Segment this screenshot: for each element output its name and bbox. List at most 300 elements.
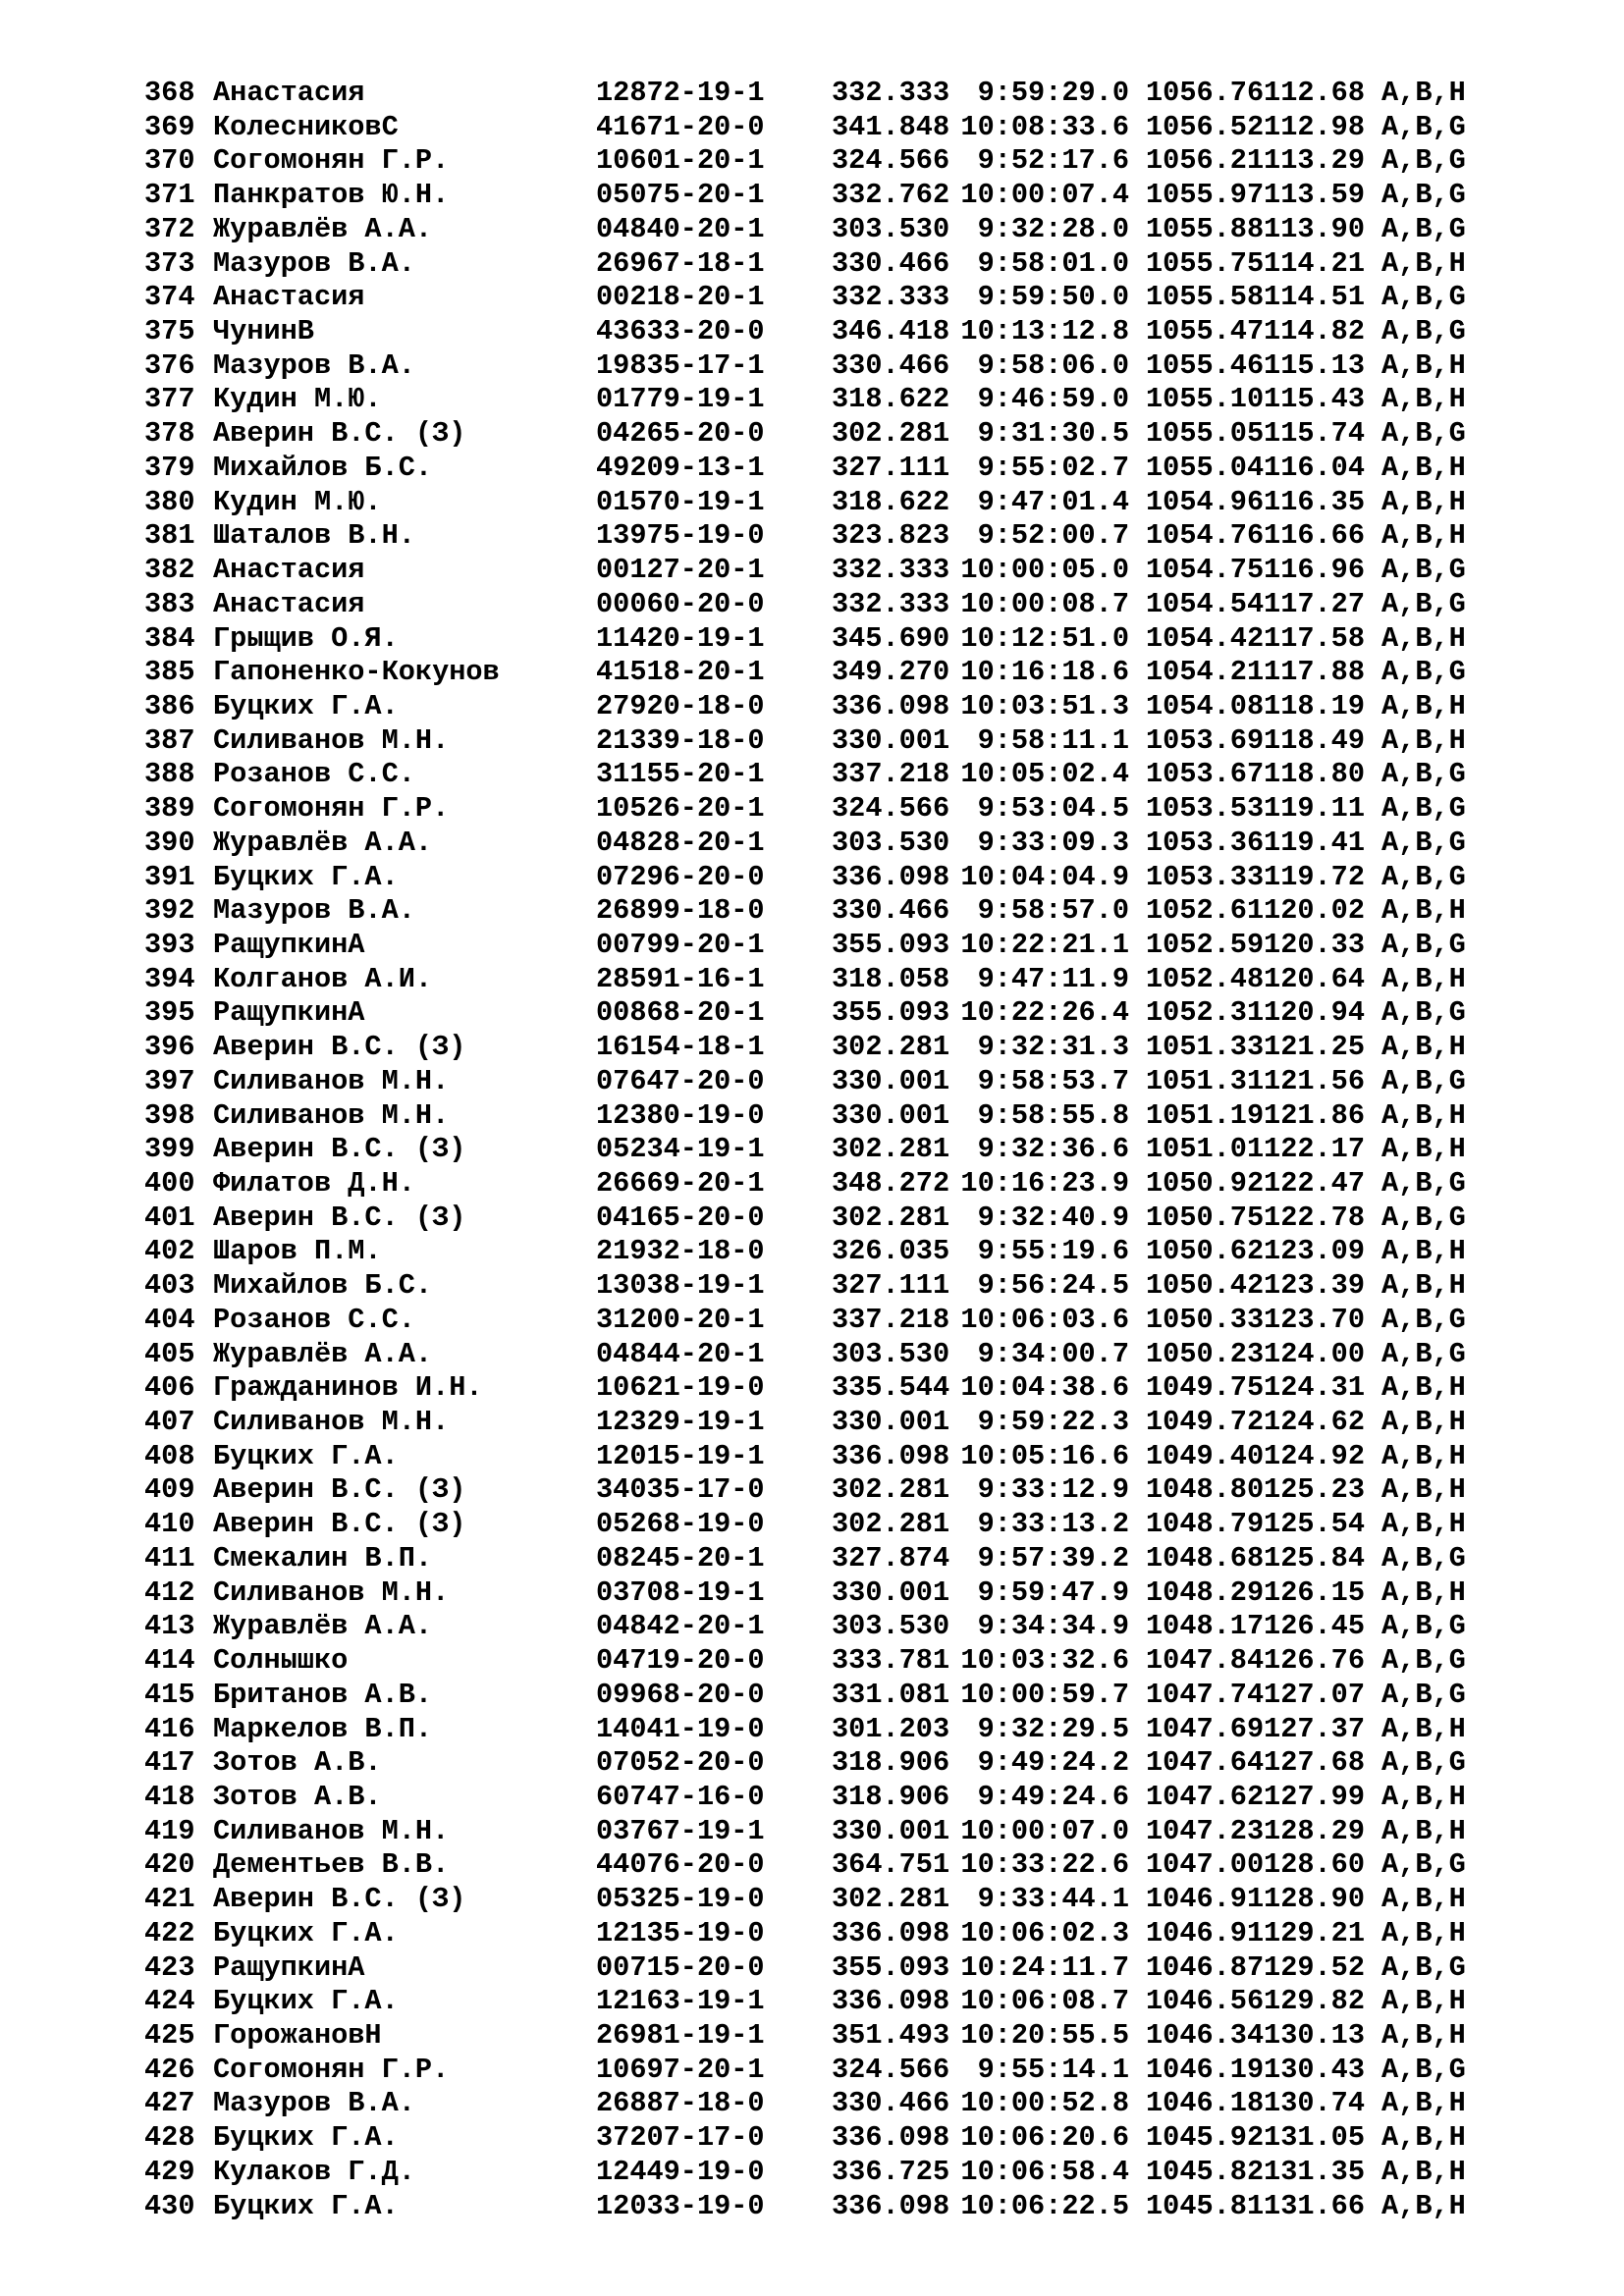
fancier-name: Гражданинов И.Н. [213, 1371, 483, 1405]
speed: 1054.76 [1146, 519, 1265, 553]
category: A,B,G [1381, 1950, 1466, 1984]
arrival-time: 10:24:11.7 [960, 1950, 1129, 1984]
fancier-name: Анастасия [213, 554, 365, 587]
table-row [144, 77, 1470, 111]
ring-number: 05075-20-1 [596, 179, 765, 212]
row-number: 398 [144, 1098, 195, 1132]
category: A,B,H [1381, 451, 1466, 484]
distance: 302.281 [832, 417, 950, 451]
ring-number: 21932-18-0 [596, 1235, 765, 1268]
fancier-name: Шаров П.М. [213, 1235, 382, 1268]
distance: 330.001 [832, 1406, 950, 1439]
score: 125.23 [1264, 1473, 1365, 1507]
distance: 345.690 [832, 621, 950, 655]
row-number: 392 [144, 894, 195, 928]
speed: 1047.74 [1146, 1678, 1265, 1711]
arrival-time: 10:06:08.7 [960, 1985, 1129, 2018]
speed: 1055.46 [1146, 348, 1265, 382]
score: 117.88 [1264, 656, 1365, 689]
score: 123.39 [1264, 1269, 1365, 1303]
category: A,B,G [1381, 1644, 1466, 1678]
arrival-time: 10:20:55.5 [960, 2018, 1129, 2052]
distance: 324.566 [832, 2053, 950, 2086]
category: A,B,G [1381, 1848, 1466, 1882]
category: A,B,H [1381, 1031, 1466, 1064]
row-number: 376 [144, 348, 195, 382]
distance: 318.622 [832, 383, 950, 416]
table-row [144, 247, 1470, 282]
speed: 1054.54 [1146, 587, 1265, 620]
speed: 1045.92 [1146, 2121, 1265, 2155]
ring-number: 14041-19-0 [596, 1712, 765, 1745]
ring-number: 31155-20-1 [596, 758, 765, 791]
score: 114.21 [1264, 246, 1365, 280]
speed: 1046.91 [1146, 1883, 1265, 1916]
fancier-name: Журавлёв А.А. [213, 1337, 433, 1370]
row-number: 420 [144, 1848, 195, 1882]
ring-number: 01779-19-1 [596, 383, 765, 416]
arrival-time: 9:32:36.6 [977, 1133, 1129, 1166]
speed: 1055.58 [1146, 281, 1265, 314]
speed: 1047.00 [1146, 1848, 1265, 1882]
distance: 303.530 [832, 1610, 950, 1643]
arrival-time: 10:16:23.9 [960, 1167, 1129, 1200]
score: 128.29 [1264, 1814, 1365, 1847]
distance: 355.093 [832, 1950, 950, 1984]
fancier-name: Аверин В.С. (З) [213, 1133, 466, 1166]
speed: 1048.79 [1146, 1508, 1265, 1541]
arrival-time: 10:06:02.3 [960, 1916, 1129, 1949]
score: 124.62 [1264, 1406, 1365, 1439]
arrival-time: 10:04:38.6 [960, 1371, 1129, 1405]
speed: 1053.36 [1146, 826, 1265, 859]
table-row [144, 383, 1470, 417]
speed: 1047.69 [1146, 1712, 1265, 1745]
arrival-time: 10:03:51.3 [960, 689, 1129, 722]
score: 130.13 [1264, 2018, 1365, 2052]
row-number: 410 [144, 1508, 195, 1541]
distance: 336.725 [832, 2155, 950, 2188]
fancier-name: Анастасия [213, 77, 365, 109]
table-row [144, 1065, 1470, 1099]
score: 113.59 [1264, 179, 1365, 212]
table-row [144, 1610, 1470, 1644]
category: A,B,H [1381, 894, 1466, 928]
arrival-time: 9:59:22.3 [977, 1406, 1129, 1439]
score: 116.35 [1264, 485, 1365, 518]
arrival-time: 10:12:51.0 [960, 621, 1129, 655]
score: 118.49 [1264, 723, 1365, 757]
table-row [144, 281, 1470, 315]
distance: 326.035 [832, 1235, 950, 1268]
ring-number: 00868-20-1 [596, 996, 765, 1030]
fancier-name: Мазуров В.А. [213, 894, 415, 928]
score: 112.68 [1264, 77, 1365, 109]
fancier-name: ЧунинВ [213, 315, 314, 348]
category: A,B,G [1381, 1303, 1466, 1336]
fancier-name: Аверин В.С. (З) [213, 417, 466, 451]
distance: 330.001 [832, 1098, 950, 1132]
category: A,B,H [1381, 1508, 1466, 1541]
category: A,B,G [1381, 417, 1466, 451]
category: A,B,G [1381, 212, 1466, 245]
category: A,B,H [1381, 1916, 1466, 1949]
speed: 1053.53 [1146, 792, 1265, 826]
distance: 318.906 [832, 1746, 950, 1780]
ring-number: 12033-19-0 [596, 2189, 765, 2222]
distance: 336.098 [832, 1985, 950, 2018]
distance: 355.093 [832, 928, 950, 961]
category: A,B,H [1381, 2189, 1466, 2222]
distance: 303.530 [832, 212, 950, 245]
category: A,B,H [1381, 1883, 1466, 1916]
speed: 1046.34 [1146, 2018, 1265, 2052]
ring-number: 09968-20-0 [596, 1678, 765, 1711]
score: 126.15 [1264, 1575, 1365, 1609]
table-row [144, 622, 1470, 657]
row-number: 418 [144, 1780, 195, 1813]
row-number: 375 [144, 315, 195, 348]
category: A,B,G [1381, 1541, 1466, 1575]
category: A,B,H [1381, 1406, 1466, 1439]
row-number: 426 [144, 2053, 195, 2086]
row-number: 409 [144, 1473, 195, 1507]
score: 124.31 [1264, 1371, 1365, 1405]
score: 127.37 [1264, 1712, 1365, 1745]
score: 121.56 [1264, 1064, 1365, 1097]
speed: 1054.08 [1146, 689, 1265, 722]
arrival-time: 9:49:24.2 [977, 1746, 1129, 1780]
category: A,B,H [1381, 1712, 1466, 1745]
row-number: 379 [144, 451, 195, 484]
ring-number: 10601-20-1 [596, 144, 765, 178]
fancier-name: Кудин М.Ю. [213, 485, 382, 518]
score: 115.13 [1264, 348, 1365, 382]
table-row [144, 1644, 1470, 1679]
category: A,B,H [1381, 1371, 1466, 1405]
category: A,B,G [1381, 110, 1466, 143]
distance: 302.281 [832, 1473, 950, 1507]
table-row [144, 1576, 1470, 1611]
speed: 1052.31 [1146, 996, 1265, 1030]
fancier-name: Розанов С.С. [213, 1303, 415, 1336]
arrival-time: 9:32:29.5 [977, 1712, 1129, 1745]
fancier-name: Михайлов Б.С. [213, 1269, 433, 1303]
distance: 337.218 [832, 758, 950, 791]
table-row [144, 554, 1470, 588]
table-row [144, 1781, 1470, 1815]
category: A,B,G [1381, 281, 1466, 314]
speed: 1049.40 [1146, 1439, 1265, 1472]
arrival-time: 9:58:01.0 [977, 246, 1129, 280]
row-number: 382 [144, 554, 195, 587]
speed: 1048.29 [1146, 1575, 1265, 1609]
arrival-time: 9:59:50.0 [977, 281, 1129, 314]
arrival-time: 10:22:21.1 [960, 928, 1129, 961]
ring-number: 43633-20-0 [596, 315, 765, 348]
table-row [144, 2087, 1470, 2121]
score: 130.43 [1264, 2053, 1365, 2086]
arrival-time: 9:34:00.7 [977, 1337, 1129, 1370]
distance: 355.093 [832, 996, 950, 1030]
arrival-time: 10:06:20.6 [960, 2121, 1129, 2155]
ring-number: 31200-20-1 [596, 1303, 765, 1336]
speed: 1046.18 [1146, 2087, 1265, 2120]
table-row [144, 179, 1470, 213]
table-row [144, 2054, 1470, 2088]
arrival-time: 9:58:53.7 [977, 1064, 1129, 1097]
fancier-name: Солнышко [213, 1644, 349, 1678]
arrival-time: 9:53:04.5 [977, 792, 1129, 826]
row-number: 383 [144, 587, 195, 620]
row-number: 416 [144, 1712, 195, 1745]
speed: 1056.76 [1146, 77, 1265, 109]
speed: 1053.67 [1146, 758, 1265, 791]
arrival-time: 10:22:26.4 [960, 996, 1129, 1030]
ring-number: 04165-20-0 [596, 1201, 765, 1234]
speed: 1045.82 [1146, 2155, 1265, 2188]
speed: 1055.75 [1146, 246, 1265, 280]
speed: 1046.91 [1146, 1916, 1265, 1949]
category: A,B,G [1381, 587, 1466, 620]
distance: 349.270 [832, 656, 950, 689]
table-row [144, 2121, 1470, 2156]
category: A,B,G [1381, 1337, 1466, 1370]
fancier-name: Мазуров В.А. [213, 2087, 415, 2120]
ring-number: 00715-20-0 [596, 1950, 765, 1984]
row-number: 401 [144, 1201, 195, 1234]
arrival-time: 9:33:13.2 [977, 1508, 1129, 1541]
arrival-time: 9:59:29.0 [977, 77, 1129, 109]
fancier-name: Грыщив О.Я. [213, 621, 399, 655]
score: 116.96 [1264, 554, 1365, 587]
distance: 336.098 [832, 689, 950, 722]
speed: 1046.56 [1146, 1985, 1265, 2018]
fancier-name: Смекалин В.П. [213, 1541, 433, 1575]
category: A,B,G [1381, 1201, 1466, 1234]
arrival-time: 10:00:59.7 [960, 1678, 1129, 1711]
distance: 324.566 [832, 792, 950, 826]
ring-number: 37207-17-0 [596, 2121, 765, 2155]
category: A,B,G [1381, 1678, 1466, 1711]
ring-number: 49209-13-1 [596, 451, 765, 484]
arrival-time: 10:00:07.4 [960, 179, 1129, 212]
ring-number: 26981-19-1 [596, 2018, 765, 2052]
distance: 330.001 [832, 1814, 950, 1847]
score: 127.99 [1264, 1780, 1365, 1813]
arrival-time: 9:58:06.0 [977, 348, 1129, 382]
speed: 1051.19 [1146, 1098, 1265, 1132]
row-number: 425 [144, 2018, 195, 2052]
fancier-name: Мазуров В.А. [213, 246, 415, 280]
table-row [144, 2156, 1470, 2190]
speed: 1047.84 [1146, 1644, 1265, 1678]
row-number: 404 [144, 1303, 195, 1336]
distance: 302.281 [832, 1133, 950, 1166]
speed: 1050.62 [1146, 1235, 1265, 1268]
score: 112.98 [1264, 110, 1365, 143]
arrival-time: 9:55:19.6 [977, 1235, 1129, 1268]
fancier-name: Филатов Д.Н. [213, 1167, 415, 1200]
category: A,B,H [1381, 77, 1466, 109]
fancier-name: Силиванов М.Н. [213, 1406, 450, 1439]
arrival-time: 9:47:01.4 [977, 485, 1129, 518]
table-row [144, 656, 1470, 690]
row-number: 394 [144, 962, 195, 995]
category: A,B,G [1381, 1746, 1466, 1780]
speed: 1050.23 [1146, 1337, 1265, 1370]
distance: 327.111 [832, 451, 950, 484]
score: 115.43 [1264, 383, 1365, 416]
ring-number: 12135-19-0 [596, 1916, 765, 1949]
table-row [144, 1815, 1470, 1849]
category: A,B,H [1381, 1133, 1466, 1166]
row-number: 377 [144, 383, 195, 416]
distance: 302.281 [832, 1508, 950, 1541]
score: 120.33 [1264, 928, 1365, 961]
score: 123.70 [1264, 1303, 1365, 1336]
row-number: 378 [144, 417, 195, 451]
table-row [144, 349, 1470, 384]
speed: 1048.68 [1146, 1541, 1265, 1575]
distance: 303.530 [832, 826, 950, 859]
distance: 330.466 [832, 246, 950, 280]
arrival-time: 10:05:16.6 [960, 1439, 1129, 1472]
ring-number: 12449-19-0 [596, 2155, 765, 2188]
distance: 302.281 [832, 1031, 950, 1064]
ring-number: 00218-20-1 [596, 281, 765, 314]
arrival-time: 9:33:44.1 [977, 1883, 1129, 1916]
fancier-name: Буцких Г.А. [213, 1439, 399, 1472]
speed: 1053.33 [1146, 860, 1265, 893]
speed: 1051.01 [1146, 1133, 1265, 1166]
fancier-name: Дементьев В.В. [213, 1848, 450, 1882]
fancier-name: Силиванов М.Н. [213, 723, 450, 757]
ring-number: 19835-17-1 [596, 348, 765, 382]
arrival-time: 9:52:00.7 [977, 519, 1129, 553]
arrival-time: 10:16:18.6 [960, 656, 1129, 689]
ring-number: 07052-20-0 [596, 1746, 765, 1780]
distance: 301.203 [832, 1712, 950, 1745]
row-number: 413 [144, 1610, 195, 1643]
fancier-name: Аверин В.С. (З) [213, 1883, 466, 1916]
row-number: 387 [144, 723, 195, 757]
distance: 318.622 [832, 485, 950, 518]
fancier-name: Буцких Г.А. [213, 689, 399, 722]
row-number: 408 [144, 1439, 195, 1472]
category: A,B,G [1381, 860, 1466, 893]
fancier-name: Маркелов В.П. [213, 1712, 433, 1745]
table-row [144, 1338, 1470, 1372]
row-number: 430 [144, 2189, 195, 2222]
ring-number: 07296-20-0 [596, 860, 765, 893]
fancier-name: Аверин В.С. (З) [213, 1508, 466, 1541]
arrival-time: 9:57:39.2 [977, 1541, 1129, 1575]
score: 126.76 [1264, 1644, 1365, 1678]
arrival-time: 9:55:02.7 [977, 451, 1129, 484]
speed: 1049.72 [1146, 1406, 1265, 1439]
distance: 335.544 [832, 1371, 950, 1405]
category: A,B,H [1381, 383, 1466, 416]
distance: 302.281 [832, 1201, 950, 1234]
arrival-time: 9:58:55.8 [977, 1098, 1129, 1132]
row-number: 419 [144, 1814, 195, 1847]
distance: 303.530 [832, 1337, 950, 1370]
distance: 330.001 [832, 723, 950, 757]
ring-number: 04844-20-1 [596, 1337, 765, 1370]
speed: 1055.04 [1146, 451, 1265, 484]
distance: 330.001 [832, 1064, 950, 1097]
distance: 332.333 [832, 554, 950, 587]
table-row [144, 1985, 1470, 2019]
distance: 332.333 [832, 281, 950, 314]
score: 115.74 [1264, 417, 1365, 451]
speed: 1047.64 [1146, 1746, 1265, 1780]
table-row [144, 1269, 1470, 1304]
table-row [144, 1746, 1470, 1781]
row-number: 395 [144, 996, 195, 1030]
arrival-time: 9:33:12.9 [977, 1473, 1129, 1507]
distance: 327.111 [832, 1269, 950, 1303]
arrival-time: 10:06:58.4 [960, 2155, 1129, 2188]
ring-number: 04840-20-1 [596, 212, 765, 245]
row-number: 412 [144, 1575, 195, 1609]
fancier-name: РащупкинА [213, 928, 365, 961]
fancier-name: Буцких Г.А. [213, 2121, 399, 2155]
row-number: 414 [144, 1644, 195, 1678]
score: 127.68 [1264, 1746, 1365, 1780]
score: 127.07 [1264, 1678, 1365, 1711]
fancier-name: РащупкинА [213, 996, 365, 1030]
score: 119.11 [1264, 792, 1365, 826]
row-number: 386 [144, 689, 195, 722]
speed: 1054.96 [1146, 485, 1265, 518]
distance: 341.848 [832, 110, 950, 143]
ring-number: 34035-17-0 [596, 1473, 765, 1507]
score: 117.27 [1264, 587, 1365, 620]
category: A,B,H [1381, 2155, 1466, 2188]
speed: 1051.33 [1146, 1031, 1265, 1064]
ring-number: 12329-19-1 [596, 1406, 765, 1439]
score: 119.72 [1264, 860, 1365, 893]
row-number: 399 [144, 1133, 195, 1166]
arrival-time: 9:33:09.3 [977, 826, 1129, 859]
row-number: 423 [144, 1950, 195, 1984]
row-number: 381 [144, 519, 195, 553]
ring-number: 21339-18-0 [596, 723, 765, 757]
table-row [144, 486, 1470, 520]
row-number: 406 [144, 1371, 195, 1405]
speed: 1049.75 [1146, 1371, 1265, 1405]
table-row [144, 1473, 1470, 1508]
row-number: 371 [144, 179, 195, 212]
category: A,B,G [1381, 144, 1466, 178]
table-row [144, 827, 1470, 861]
distance: 332.762 [832, 179, 950, 212]
ring-number: 12872-19-1 [596, 77, 765, 109]
ring-number: 10697-20-1 [596, 2053, 765, 2086]
fancier-name: Силиванов М.Н. [213, 1575, 450, 1609]
distance: 337.218 [832, 1303, 950, 1336]
score: 129.21 [1264, 1916, 1365, 1949]
category: A,B,H [1381, 1780, 1466, 1813]
row-number: 428 [144, 2121, 195, 2155]
ring-number: 41518-20-1 [596, 656, 765, 689]
arrival-time: 10:08:33.6 [960, 110, 1129, 143]
speed: 1056.21 [1146, 144, 1265, 178]
ring-number: 03767-19-1 [596, 1814, 765, 1847]
category: A,B,G [1381, 179, 1466, 212]
